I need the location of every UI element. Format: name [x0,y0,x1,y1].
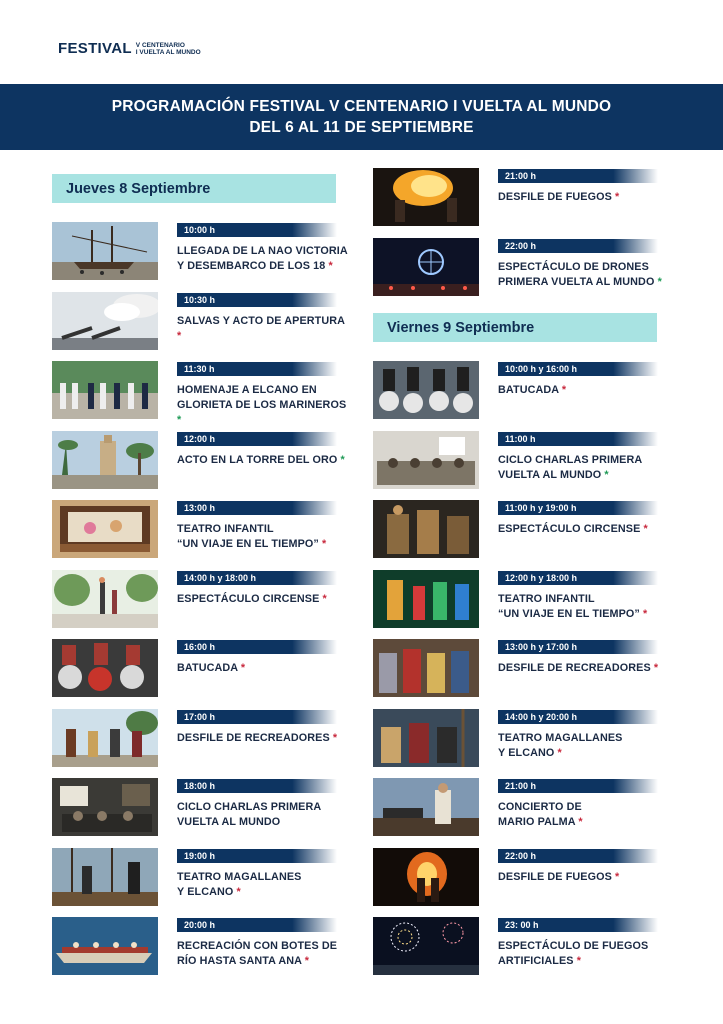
event-title-line2: VUELTA AL MUNDO [498,468,602,481]
event-photo-ship [52,222,158,280]
event-title-line1: DESFILE DE FUEGOS [498,191,612,203]
event-title-line1: TEATRO INFANTIL [498,592,595,605]
event-item [373,570,663,628]
event-star-marker: * [322,592,327,605]
event-title [498,731,673,761]
event-photo-fire [373,168,479,226]
event-time: 10:00 h y 16:00 h [498,362,658,376]
event-title [177,314,352,344]
event-item [52,778,342,836]
event-title-line1: BATUCADA [498,384,559,396]
event-star-marker: * [340,453,345,466]
logo-subtitle [136,42,201,56]
event-star-marker: * [332,731,338,744]
event-item [373,848,663,906]
event-photo-parade [52,709,158,767]
event-title [177,383,352,428]
event-time: 13:00 h [177,501,337,515]
event-time: 18:00 h [177,779,337,793]
event-photo-puppet2 [373,570,479,628]
event-time: 10:30 h [177,293,337,307]
event-time: 14:00 h y 20:00 h [498,710,658,724]
event-title-line2: RÍO HASTA SANTA ANA [177,955,302,967]
logo-subtitle-line1: V CENTENARIO [135,41,185,49]
banner-title-line2: DEL 6 AL 11 DE SEPTIEMBRE [249,119,474,136]
event-time: 19:00 h [177,849,337,863]
event-star-marker: * [177,329,182,342]
banner-title-line1: PROGRAMACIÓN FESTIVAL V CENTENARIO I VUELTA AL MUNDO [111,98,612,115]
event-photo-talk2 [373,431,479,489]
event-title [498,260,673,290]
event-item [52,917,342,975]
event-item [373,709,663,767]
event-photo-drums [52,639,158,697]
event-title-line1: CONCIERTO DE [498,801,582,813]
event-time: 10:00 h [177,223,337,237]
event-title-line1: DESFILE DE RECREADORES [498,662,651,674]
event-item [373,639,663,697]
event-star-marker: * [576,955,581,967]
event-title [498,522,673,537]
event-photo-boat [52,917,158,975]
event-title-line1: CICLO CHARLAS PRIMERA [177,801,322,813]
event-title-line2: Y DESEMBARCO DE LOS 18 [177,260,326,272]
event-star-marker: * [328,260,333,272]
event-photo-ceremony [52,361,158,419]
event-title-line1: HOMENAJE A ELCANO EN [177,384,317,396]
event-title-line2: Y ELCANO [498,746,555,759]
event-title [498,453,673,483]
event-time: 12:00 h y 18:00 h [498,571,658,585]
event-item [52,709,342,767]
event-photo-theatre [52,848,158,906]
event-time: 20:00 h [177,918,337,932]
event-title [177,870,352,900]
event-star-marker: * [653,662,659,674]
event-item [52,500,342,558]
event-title-line2: GLORIETA DE LOS MARINEROS [177,399,347,411]
event-title [177,244,352,274]
event-title [177,522,352,552]
event-time: 16:00 h [177,640,337,654]
event-title [177,800,352,830]
event-item [373,778,663,836]
event-title-line1: DESFILE DE RECREADORES [177,731,330,744]
event-title [177,939,352,969]
event-title-line2: VUELTA AL MUNDO [177,816,281,828]
event-photo-drums2 [373,361,479,419]
event-star-marker: * [304,955,310,967]
event-time: 21:00 h [498,169,658,183]
event-title [177,661,352,676]
festival-logo [58,40,201,57]
event-photo-concert [373,778,479,836]
event-star-marker: * [177,414,182,426]
event-item [373,168,663,226]
event-title-line1: CICLO CHARLAS PRIMERA [498,453,643,466]
event-title-line1: TEATRO INFANTIL [177,523,274,535]
event-star-marker: * [615,191,620,203]
event-time: 11:00 h y 19:00 h [498,501,658,515]
event-item [52,848,342,906]
event-time: 22:00 h [498,239,658,253]
event-time: 12:00 h [177,432,337,446]
event-title-line2: “UN VIAJE EN EL TIEMPO” [177,538,319,550]
event-photo-tower [52,431,158,489]
event-title [498,661,673,676]
event-time: 11:00 h [498,432,658,446]
event-item [52,292,345,350]
event-item [373,238,663,296]
day-header-friday: Viernes 9 Septiembre [373,313,657,342]
event-time: 14:00 h y 18:00 h [177,571,337,585]
event-star-marker: * [322,538,327,550]
event-title-line1: SALVAS Y ACTO DE APERTURA [177,314,345,327]
event-photo-theatre2 [373,709,479,767]
event-title-line1: ACTO EN LA TORRE DEL ORO [177,453,338,466]
event-item [373,361,663,419]
event-title [498,870,673,885]
event-title-line1: RECREACIÓN CON BOTES DE [177,940,338,952]
event-title [498,190,673,205]
event-title-line1: DESFILE DE FUEGOS [498,870,612,883]
event-photo-circus [52,570,158,628]
event-item [52,361,347,426]
event-title [498,800,673,830]
day-header-thursday: Jueves 8 Septiembre [52,174,336,203]
event-photo-talk [52,778,158,836]
event-title-line1: ESPECTÁCULO CIRCENSE [177,592,320,605]
event-title-line1: TEATRO MAGALLANES [498,731,623,744]
event-title-line2: Y ELCANO [177,885,234,898]
event-title-line2: ARTIFICIALES [498,955,574,967]
event-title [177,592,352,607]
event-photo-circus2 [373,500,479,558]
page-banner [0,84,723,150]
event-time: 17:00 h [177,710,337,724]
event-title-line2: “UN VIAJE EN EL TIEMPO” [498,607,640,620]
event-title-line1: ESPECTÁCULO DE DRONES [498,260,649,273]
event-title-line1: TEATRO MAGALLANES [177,870,302,883]
event-star-marker: * [604,468,609,481]
event-time: 21:00 h [498,779,658,793]
event-star-marker: * [578,816,583,828]
event-item [52,431,345,489]
event-item [52,222,348,280]
event-star-marker: * [643,607,648,620]
event-photo-fireworks [373,917,479,975]
event-title [498,592,673,622]
event-title [498,939,673,969]
event-title-line1: LLEGADA DE LA NAO VICTORIA [177,245,348,257]
event-item [52,570,342,628]
event-star-marker: * [561,384,567,396]
event-title-line1: ESPECTÁCULO DE FUEGOS [498,940,649,952]
event-time: 22:00 h [498,849,658,863]
event-title [498,383,673,398]
event-time: 11:30 h [177,362,337,376]
event-photo-fire2 [373,848,479,906]
event-star-marker: * [240,662,246,674]
event-time: 13:00 h y 17:00 h [498,640,658,654]
event-photo-parade2 [373,639,479,697]
event-star-marker: * [557,746,562,759]
event-title-line1: ESPECTÁCULO CIRCENSE [498,523,641,535]
event-item [373,500,663,558]
event-photo-cannons [52,292,158,350]
event-star-marker: * [657,275,662,288]
event-title-line2: PRIMERA VUELTA AL MUNDO [498,275,655,288]
event-item [52,639,342,697]
event-title [177,731,352,746]
event-star-marker: * [615,870,620,883]
event-item [373,431,663,489]
event-title [177,453,352,468]
event-photo-puppet [52,500,158,558]
event-item [373,917,663,975]
event-star-marker: * [236,885,241,898]
event-photo-drones [373,238,479,296]
logo-wordmark: FESTIVAL [58,40,132,57]
event-title-line1: BATUCADA [177,662,238,674]
event-title-line2: MARIO PALMA [498,816,576,828]
event-star-marker: * [643,523,648,535]
logo-subtitle-line2: I VUELTA AL MUNDO [135,48,201,56]
event-time: 23: 00 h [498,918,658,932]
